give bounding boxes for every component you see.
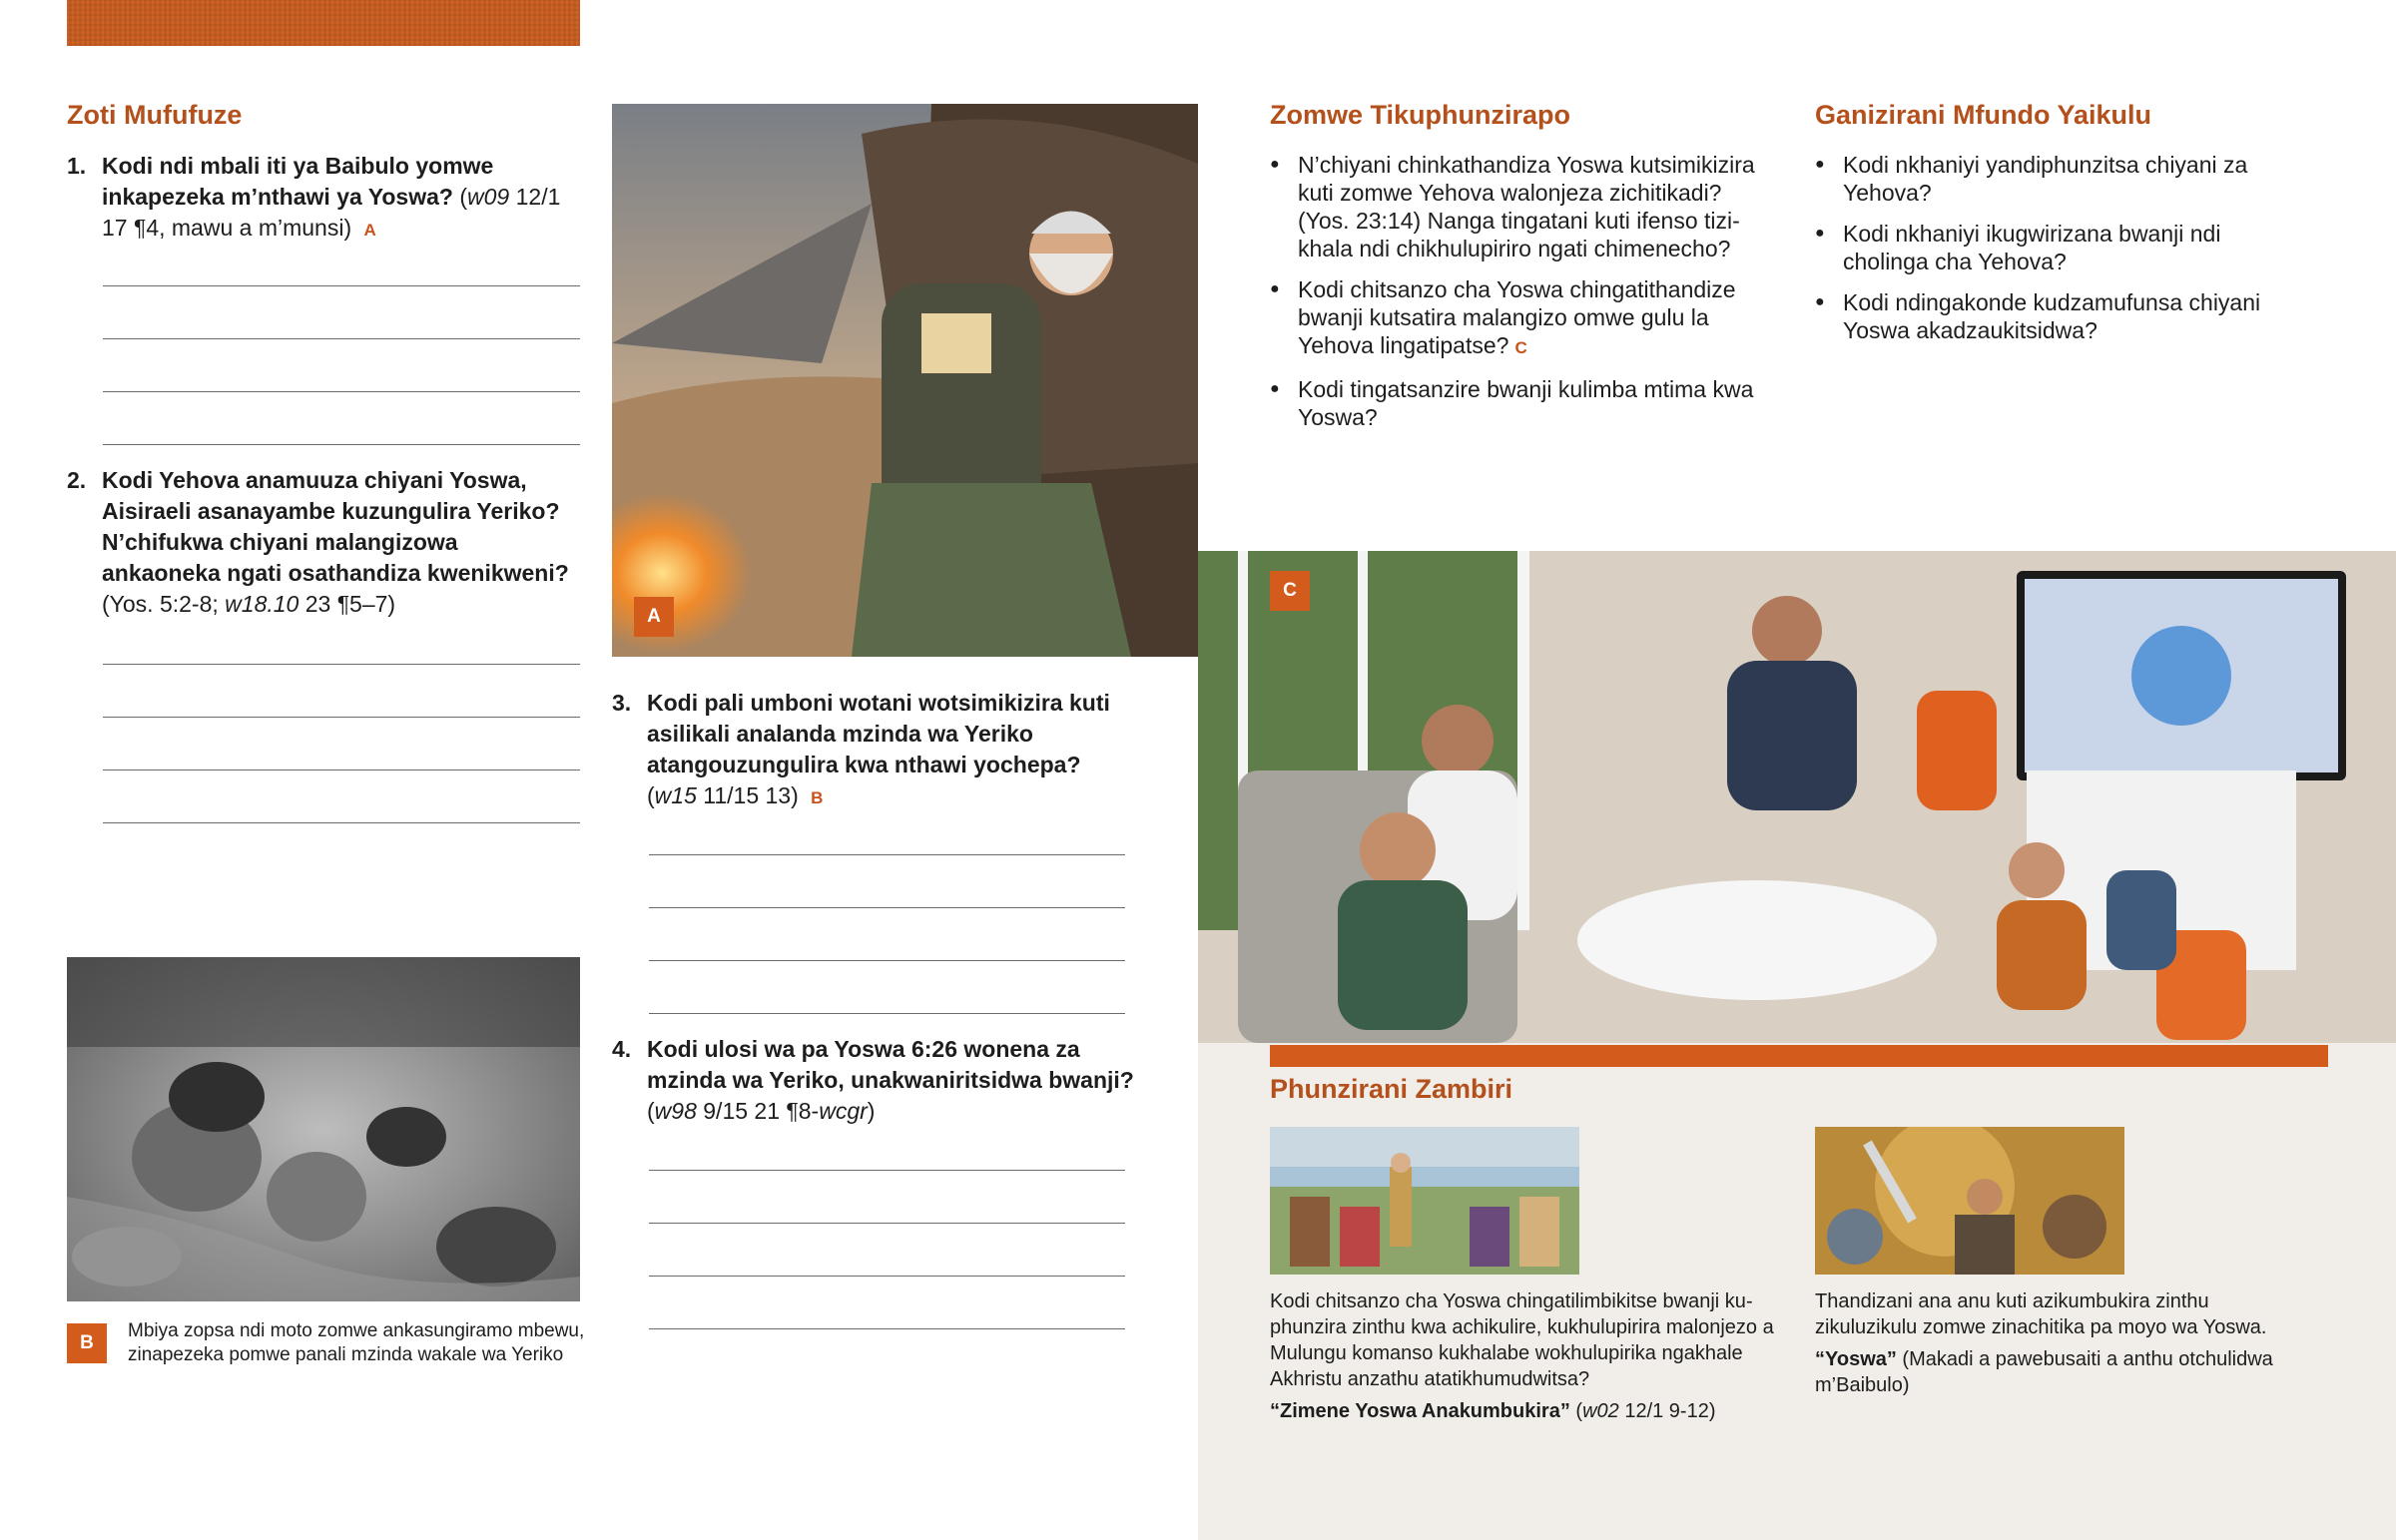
- figure-a-joshua-reading-illustration: [612, 104, 1198, 657]
- answer-line[interactable]: [103, 665, 580, 718]
- lesson-text: Kodi chitsanzo cha Yoswa chingatithandize bwanji kutsatira malangizo omwe gulu la Yehova lingatipatse?: [1298, 276, 1736, 358]
- question-ref: 11/15 13): [696, 782, 799, 808]
- section-divider-bar: [1270, 1045, 2328, 1067]
- question-1: [67, 151, 580, 246]
- answer-line[interactable]: [103, 770, 580, 823]
- answer-line[interactable]: [103, 234, 580, 286]
- question-4: [612, 1034, 1136, 1127]
- answer-line[interactable]: [649, 1171, 1125, 1224]
- more-left-ref[interactable]: [1270, 1398, 1779, 1424]
- joshua-sword-image: [1815, 1127, 2124, 1275]
- figure-a-tag: A: [634, 597, 674, 637]
- more-right-text: Thandizani ana anu kuti azikumbukira zinthu zikuluzikulu zomwe zinachitika pa moyo wa Yoswa.: [1815, 1290, 2267, 1338]
- answer-line[interactable]: [649, 908, 1125, 961]
- question-number: 1.: [67, 153, 87, 179]
- question-number: 3.: [612, 690, 632, 716]
- figure-ref-letter: C: [1514, 338, 1527, 357]
- figure-b-tag: B: [67, 1323, 107, 1363]
- lessons-title: Zomwe Tikuphunzirapo: [1270, 100, 1571, 130]
- question-ref-open: (Yos. 5:2-8;: [102, 591, 226, 617]
- question-text: Kodi ndi mbali iti ya Baibulo yomwe inkapezeka m’nthawi ya Yoswa?: [102, 153, 494, 210]
- reflect-list: [1815, 151, 2284, 357]
- publication-code: w98: [654, 1098, 697, 1124]
- question-ref-end: ): [867, 1098, 876, 1124]
- question-text: Kodi pali umboni wotani wotsimikizira kuti asilikali analanda mzinda wa Yeriko atangouzungulira kwa nthawi yochepa?: [647, 690, 1110, 777]
- article-title-link[interactable]: “Zimene Yoswa Anakumbukira”: [1270, 1400, 1570, 1422]
- question-ref: 23 ¶5–7): [299, 591, 396, 617]
- answer-line[interactable]: [649, 1118, 1125, 1171]
- publication-code: w02: [1582, 1400, 1619, 1422]
- ref-rest: 12/1 9-12): [1618, 1400, 1716, 1422]
- lesson-item: [1270, 375, 1761, 431]
- figure-ref-letter: B: [811, 788, 824, 807]
- figure-c-family-study-photo: [1198, 551, 2396, 1043]
- question-ref: 9/15 21 ¶8-: [696, 1098, 820, 1124]
- israelites-crossing-image: [1270, 1127, 1579, 1275]
- more-left-text: Kodi chitsanzo cha Yoswa chingatilimbikitse bwanji kuphunzira zinthu kwa achikulire, kukhulupirira malonjezo a Mulungu komanso kukhalabe wokhulupirika ngakhale Akhristu anzathu atatikhumudwitsa?: [1270, 1290, 1774, 1390]
- figure-b-jars-photo: [67, 957, 580, 1301]
- figure-c-tag: C: [1270, 571, 1310, 611]
- answer-line[interactable]: [649, 1224, 1125, 1277]
- question-3: [612, 688, 1136, 813]
- joshua-reading-scroll-image: [612, 104, 1198, 657]
- answer-lines-4[interactable]: [649, 1118, 1125, 1329]
- answer-lines-2[interactable]: [103, 612, 580, 823]
- answer-line[interactable]: [649, 855, 1125, 908]
- question-2: [67, 465, 580, 620]
- publication-code: w18.10: [225, 591, 300, 617]
- question-ref-open: (: [647, 1098, 655, 1124]
- question-number: 2.: [67, 467, 87, 493]
- ref-open: (: [1569, 1400, 1583, 1422]
- question-ref-open: (: [459, 184, 468, 210]
- publication-code: w09: [467, 184, 510, 210]
- question-text: Kodi ulosi wa pa Yoswa 6:26 wonena za mzinda wa Yeriko, unakwaniritsidwa bwanji?: [647, 1036, 1134, 1093]
- answer-line[interactable]: [649, 1277, 1125, 1329]
- question-ref: 12/1 17 ¶4, mawu a m’munsi): [102, 184, 561, 241]
- publication-code: w15: [654, 782, 697, 808]
- answer-line[interactable]: [649, 961, 1125, 1014]
- answer-line[interactable]: [103, 286, 580, 339]
- figure-b-caption: Mbiya zopsa ndi moto zomwe ankasungiramo mbewu, zinapezeka pomwe panali mzinda wakale wa Yeriko: [128, 1320, 585, 1365]
- reflect-item: ● Kodi nkhaniyi yandiphunzitsa chiyani za Yehova?: [1815, 151, 2284, 207]
- lesson-item: [1270, 151, 1761, 262]
- lesson-item: [1270, 275, 1761, 362]
- card-title-link[interactable]: “Yoswa”: [1815, 1348, 1897, 1370]
- lessons-list: [1270, 151, 1761, 444]
- figure-ref-letter: A: [363, 221, 376, 240]
- answer-line[interactable]: [649, 802, 1125, 855]
- family-emergency-kit-image: [1198, 551, 2396, 1043]
- question-number: 4.: [612, 1036, 632, 1062]
- reflect-title: Ganizirani Mfundo Yaikulu: [1815, 100, 2152, 130]
- joshua-leading-israelites-thumbnail[interactable]: [1270, 1127, 1579, 1275]
- more-left-block: [1270, 1288, 1779, 1430]
- decorative-texture-bar: [67, 0, 580, 46]
- answer-line[interactable]: [103, 718, 580, 770]
- reflect-item: ● Kodi ndingakonde kudzamufunsa chiyani Yoswa akadzaukitsidwa?: [1815, 288, 2284, 344]
- answer-line[interactable]: [103, 392, 580, 445]
- review-title: Zoti Mufufuze: [67, 100, 243, 130]
- ref-rest: (Makadi a pawebusaiti a anthu otchulidwa m’Baibulo): [1815, 1348, 2273, 1396]
- lesson-text: N’chiyani chinkathandiza Yoswa kutsimikizira kuti zomwe Yehova walonjeza zichitikadi? (Yos. 23:14) Nanga tingatani kuti ifenso tizikhala ndi chikhulupiriro ngati chimenecho?: [1298, 152, 1755, 261]
- burnt-jars-image: [67, 957, 580, 1301]
- more-right-ref[interactable]: [1815, 1346, 2294, 1398]
- reflect-item: ● Kodi nkhaniyi ikugwirizana bwanji ndi cholinga cha Yehova?: [1815, 220, 2284, 275]
- answer-line[interactable]: [103, 612, 580, 665]
- question-text: Kodi Yehova anamuuza chiyani Yoswa, Aisiraeli asanayambe kuzungulira Yeriko? N’chifukwa chiyani malangizowa ankaoneka ngati osathandiza kwenikweni?: [102, 467, 569, 586]
- answer-lines-1[interactable]: [103, 234, 580, 445]
- answer-lines-3[interactable]: [649, 802, 1125, 1014]
- lesson-text: Kodi tingatsanzire bwanji kulimba mtima kwa Yoswa?: [1298, 376, 1754, 430]
- more-right-block: [1815, 1288, 2294, 1404]
- question-ref-open: (: [647, 782, 655, 808]
- more-title: Phunzirani Zambiri: [1270, 1074, 1513, 1104]
- answer-line[interactable]: [103, 339, 580, 392]
- publication-code-2: wcgr: [819, 1098, 868, 1124]
- joshua-battle-thumbnail[interactable]: [1815, 1127, 2124, 1275]
